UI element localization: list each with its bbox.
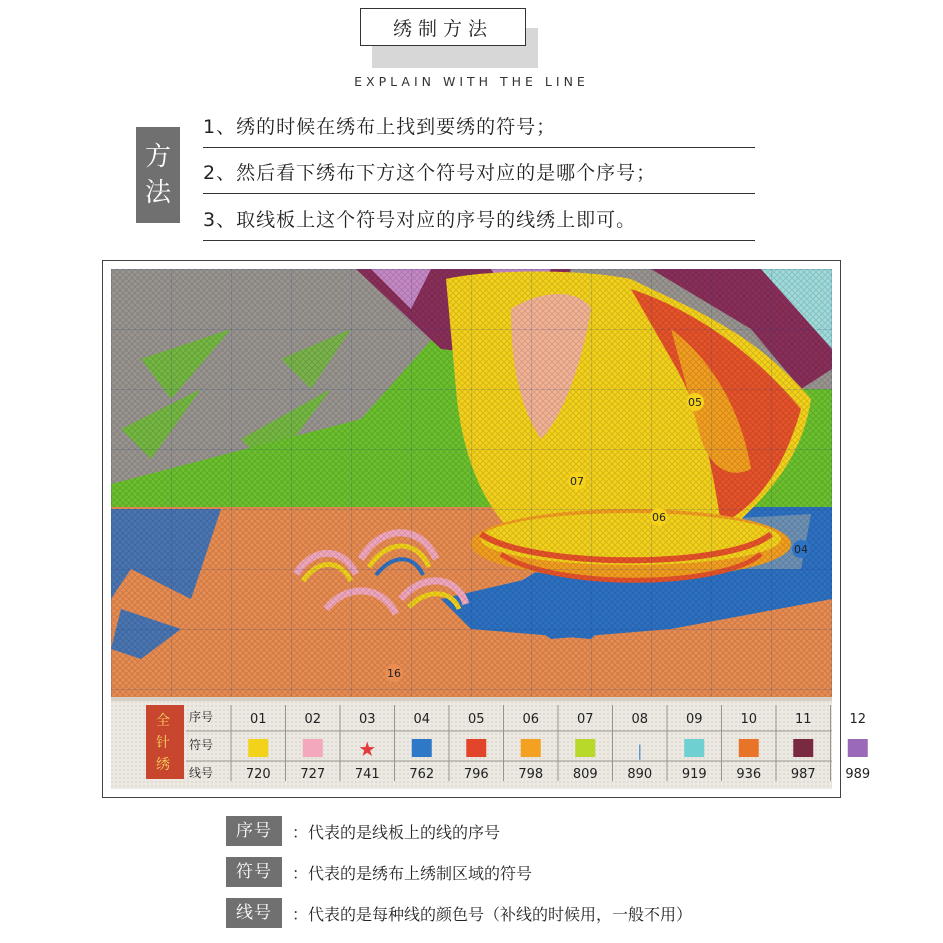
legend-desc-seq: ：代表的是线板上的线的序号 (292, 822, 501, 842)
chart-thread-03: 741 (354, 767, 380, 782)
chart-header-char-3: 绣 (156, 757, 170, 773)
region-label-04: 04 (794, 543, 808, 556)
chart-symbol-02 (303, 739, 323, 757)
chart-thread-02: 727 (300, 767, 326, 782)
section-title (360, 8, 538, 68)
legend-desc-thread: ：代表的是每种线的颜色号（补线的时候用，一般不用） (292, 904, 693, 924)
chart-thread-01: 720 (245, 767, 271, 782)
chart-thread-12: 989 (845, 767, 871, 782)
region-label-05: 05 (688, 396, 702, 409)
chart-seq-07: 07 (576, 712, 594, 727)
chart-seq-08: 08 (631, 712, 649, 727)
chart-symbol-06 (521, 739, 541, 757)
chart-seq-06: 06 (522, 712, 540, 727)
region-label-16: 16 (387, 667, 401, 680)
chart-thread-11: 987 (790, 767, 816, 782)
legend-tag-symbol: 符号 (226, 857, 282, 887)
chart-seq-03: 03 (358, 712, 376, 727)
title-box: 绣制方法 (360, 8, 526, 46)
step-2: 2、然后看下绣布下方这个符号对应的是哪个序号； (203, 158, 755, 194)
method-badge (136, 127, 180, 223)
chart-thread-07: 809 (572, 767, 598, 782)
method-badge-char-2: 法 (144, 178, 171, 208)
region-label-07: 07 (570, 475, 584, 488)
chart-thread-05: 796 (463, 767, 489, 782)
photo-frame (102, 260, 871, 798)
chart-seq-09: 09 (685, 712, 703, 727)
region-label-06: 06 (652, 511, 666, 524)
chart-thread-10: 936 (736, 767, 762, 782)
chart-header-char-2: 针 (156, 735, 170, 751)
chart-symbol-01 (248, 739, 268, 757)
chart-seq-04: 04 (413, 712, 431, 727)
legend-row-seq (226, 815, 500, 847)
chart-symbol-10 (739, 739, 759, 757)
chart-symbol-05 (466, 739, 486, 757)
chart-seq-12: 12 (849, 712, 867, 727)
row-label-symbol: 符号 (189, 738, 214, 752)
chart-seq-05: 05 (467, 712, 485, 727)
method-badge-char-1: 方 (144, 142, 171, 172)
chart-symbol-08: | (637, 742, 643, 760)
chart-symbol-12 (848, 739, 868, 757)
chart-symbol-11 (793, 739, 813, 757)
chart-seq-02: 02 (304, 712, 322, 727)
step-1: 1、绣的时候在绣布上找到要绣的符号； (203, 112, 755, 148)
chart-seq-10: 10 (740, 712, 758, 727)
chart-symbol-03: ★ (358, 737, 377, 761)
row-label-thread: 线号 (189, 766, 214, 780)
chart-symbol-09 (684, 739, 704, 757)
chart-thread-06: 798 (518, 767, 544, 782)
chart-header-char-1: 全 (156, 713, 170, 729)
legend-row-symbol (226, 856, 532, 888)
step-3: 3、取线板上这个符号对应的序号的线绣上即可。 (203, 205, 755, 241)
chart-seq-11: 11 (794, 712, 812, 727)
chart-symbol-04 (412, 739, 432, 757)
legend-row-thread (226, 897, 692, 929)
legend-desc-symbol: ：代表的是绣布上绣制区域的符号 (292, 863, 533, 883)
chart-thread-09: 919 (681, 767, 707, 782)
legend-tag-thread: 线号 (226, 898, 282, 928)
chart-symbol-07 (575, 739, 595, 757)
legend-tag-seq: 序号 (226, 816, 282, 846)
chart-seq-01: 01 (249, 712, 267, 727)
cross-stitch-photo (111, 269, 871, 789)
cross-stitch-illustration (111, 269, 871, 789)
subtitle: EXPLAIN WITH THE LINE (354, 74, 589, 89)
chart-thread-08: 890 (627, 767, 653, 782)
chart-thread-04: 762 (409, 767, 435, 782)
row-label-seq: 序号 (189, 710, 214, 724)
